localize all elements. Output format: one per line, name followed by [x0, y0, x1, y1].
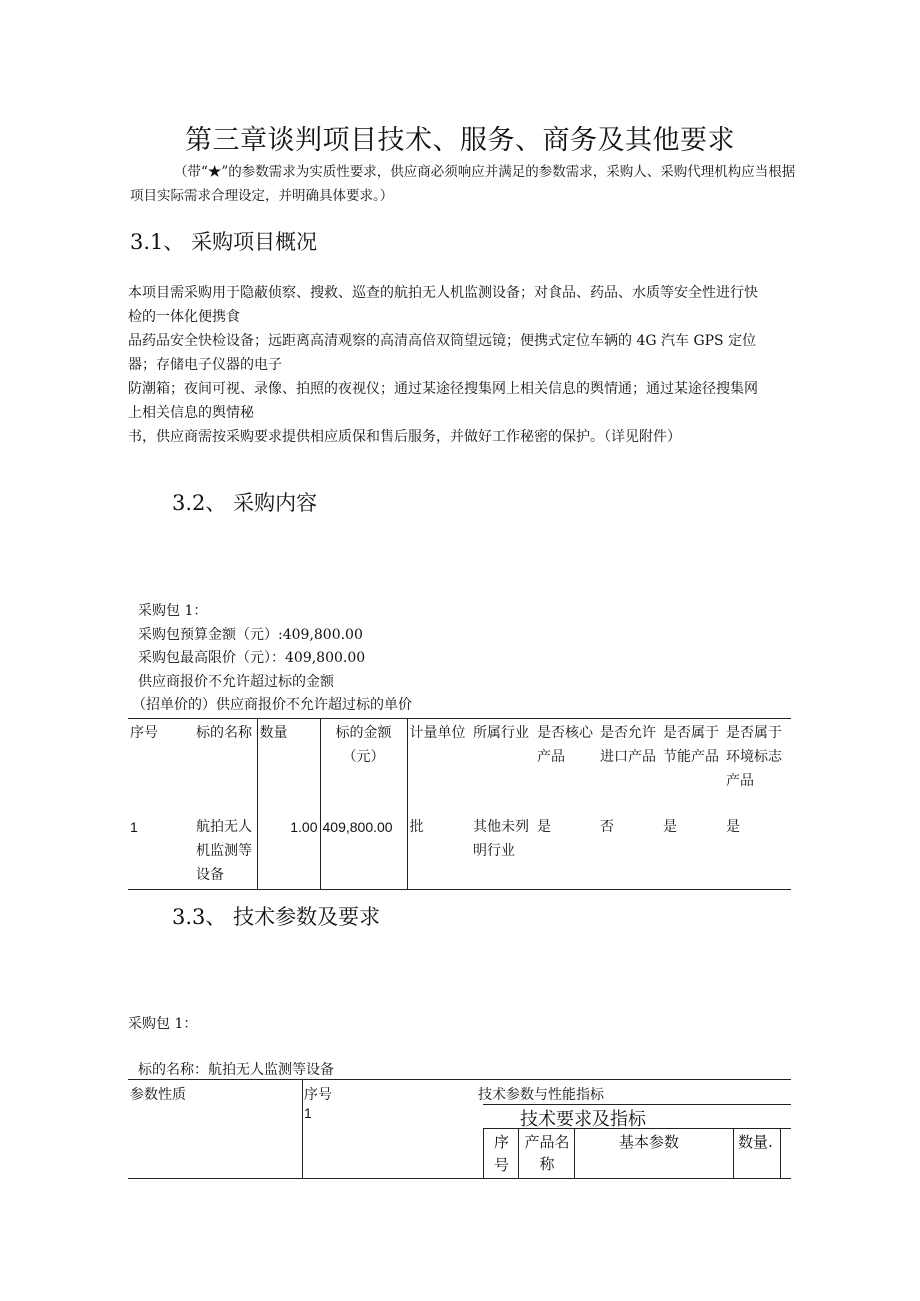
- inner-col-seq: 序号: [494, 1133, 510, 1174]
- overview-line: 防潮箱；夜间可视、录像、拍照的夜视仪；通过某途径搜集网上相关信息的舆情通；通过某途径搜集网: [128, 381, 758, 397]
- overview-line: 书，供应商需按采购要求提供相应质保和售后服务，并做好工作秘密的保护。（详见附件）: [128, 429, 681, 445]
- overview-line: 检的一体化便携食: [128, 309, 240, 325]
- seq-value: 1: [304, 1105, 312, 1121]
- package-budget: 采购包预算金额（元）:409,800.00: [138, 626, 363, 643]
- item-name-label: 标的名称：航拍无人监测等设备: [138, 1062, 334, 1078]
- header-cell: 标的金额（元）: [320, 719, 407, 807]
- header-cell: 所属行业: [471, 719, 535, 807]
- unit-price-notice: （招单价的）供应商报价不允许超过标的单价: [132, 697, 412, 713]
- overview-line: 品药品安全快检设备；远距离高清观察的高清高倍双筒望远镜；便携式定位车辆的 4G 汽车 GPS 定位: [128, 333, 757, 349]
- cell-import-allowed: 否: [598, 807, 661, 890]
- col-seq: 序号: [304, 1087, 332, 1103]
- cell-env-label: 是: [724, 807, 791, 890]
- overview-line: 器；存储电子仪器的电子: [128, 357, 282, 373]
- tech-table-top-border: [128, 1079, 791, 1080]
- cell-unit: 批: [407, 807, 471, 890]
- tech-table-bottom-border: [128, 1178, 791, 1179]
- inner-table-divider: [518, 1128, 519, 1178]
- requirement-note: （带“★”的参数需求为实质性要求，供应商必须响应并满足的参数需求，采购人、采购代理机构应当根据项目实际需求合理设定，并明确具体要求。）: [130, 164, 796, 204]
- header-cell: 是否属于节能产品: [661, 719, 724, 807]
- inner-col-product-name: 产品名称: [524, 1133, 570, 1173]
- package-info: [132, 600, 412, 718]
- table-row: [128, 807, 791, 890]
- section-3-1-heading: 3.1、 采购项目概况: [130, 230, 318, 254]
- chapter-title: 第三章谈判项目技术、服务、商务及其他要求: [185, 125, 735, 156]
- cell-core-product: 是: [535, 807, 598, 890]
- table-header-row: [128, 719, 791, 807]
- col-tech-params: 技术参数与性能指标: [478, 1087, 604, 1103]
- header-cell: 数量: [257, 719, 320, 807]
- package-max-price: 采购包最高限价（元）：409,800.00: [138, 650, 366, 666]
- header-cell: 是否核心产品: [535, 719, 598, 807]
- project-overview: [128, 281, 808, 449]
- package-label: 采购包 1：: [138, 603, 208, 619]
- cell-energy-saving: 是: [661, 807, 724, 890]
- procurement-content-table: [128, 718, 791, 890]
- header-cell: 是否属于环境标志产品: [724, 719, 791, 807]
- inner-table-divider: [574, 1128, 575, 1178]
- overview-line: 本项目需采购用于隐蔽侦察、搜救、巡查的航拍无人机监测设备；对食品、药品、水质等安全性进行快: [128, 285, 758, 301]
- cell-amount: 409,800.00: [320, 807, 407, 890]
- cell-seq: 1: [128, 807, 194, 890]
- cell-item-name: 航拍无人机监测等设备: [194, 807, 257, 890]
- header-cell: 标的名称: [194, 719, 257, 807]
- section-3-2-heading: 3.2、 采购内容: [172, 491, 318, 515]
- inner-table-divider: [483, 1128, 484, 1178]
- inner-table-title: 技术要求及指标: [520, 1109, 646, 1130]
- cell-quantity: 1.00: [257, 807, 320, 890]
- inner-col-basic-params: 基本参数: [619, 1133, 680, 1151]
- col-param-nature: 参数性质: [130, 1087, 186, 1103]
- package-label-2: 采购包 1：: [128, 1016, 198, 1032]
- cell-industry: 其他未列明行业: [471, 807, 535, 890]
- header-cell: 是否允许进口产品: [598, 719, 661, 807]
- header-cell: 序号: [128, 719, 194, 807]
- inner-table-divider: [780, 1128, 781, 1178]
- inner-table-divider: [733, 1128, 734, 1178]
- price-notice: 供应商报价不允许超过标的金额: [138, 673, 334, 690]
- section-3-3-heading: 3.3、 技术参数及要求: [172, 905, 381, 929]
- overview-line: 上相关信息的舆情秘: [128, 405, 254, 421]
- inner-col-quantity: 数量.: [738, 1133, 773, 1151]
- header-cell: 计量单位: [407, 719, 471, 807]
- tech-table-divider: [302, 1079, 303, 1178]
